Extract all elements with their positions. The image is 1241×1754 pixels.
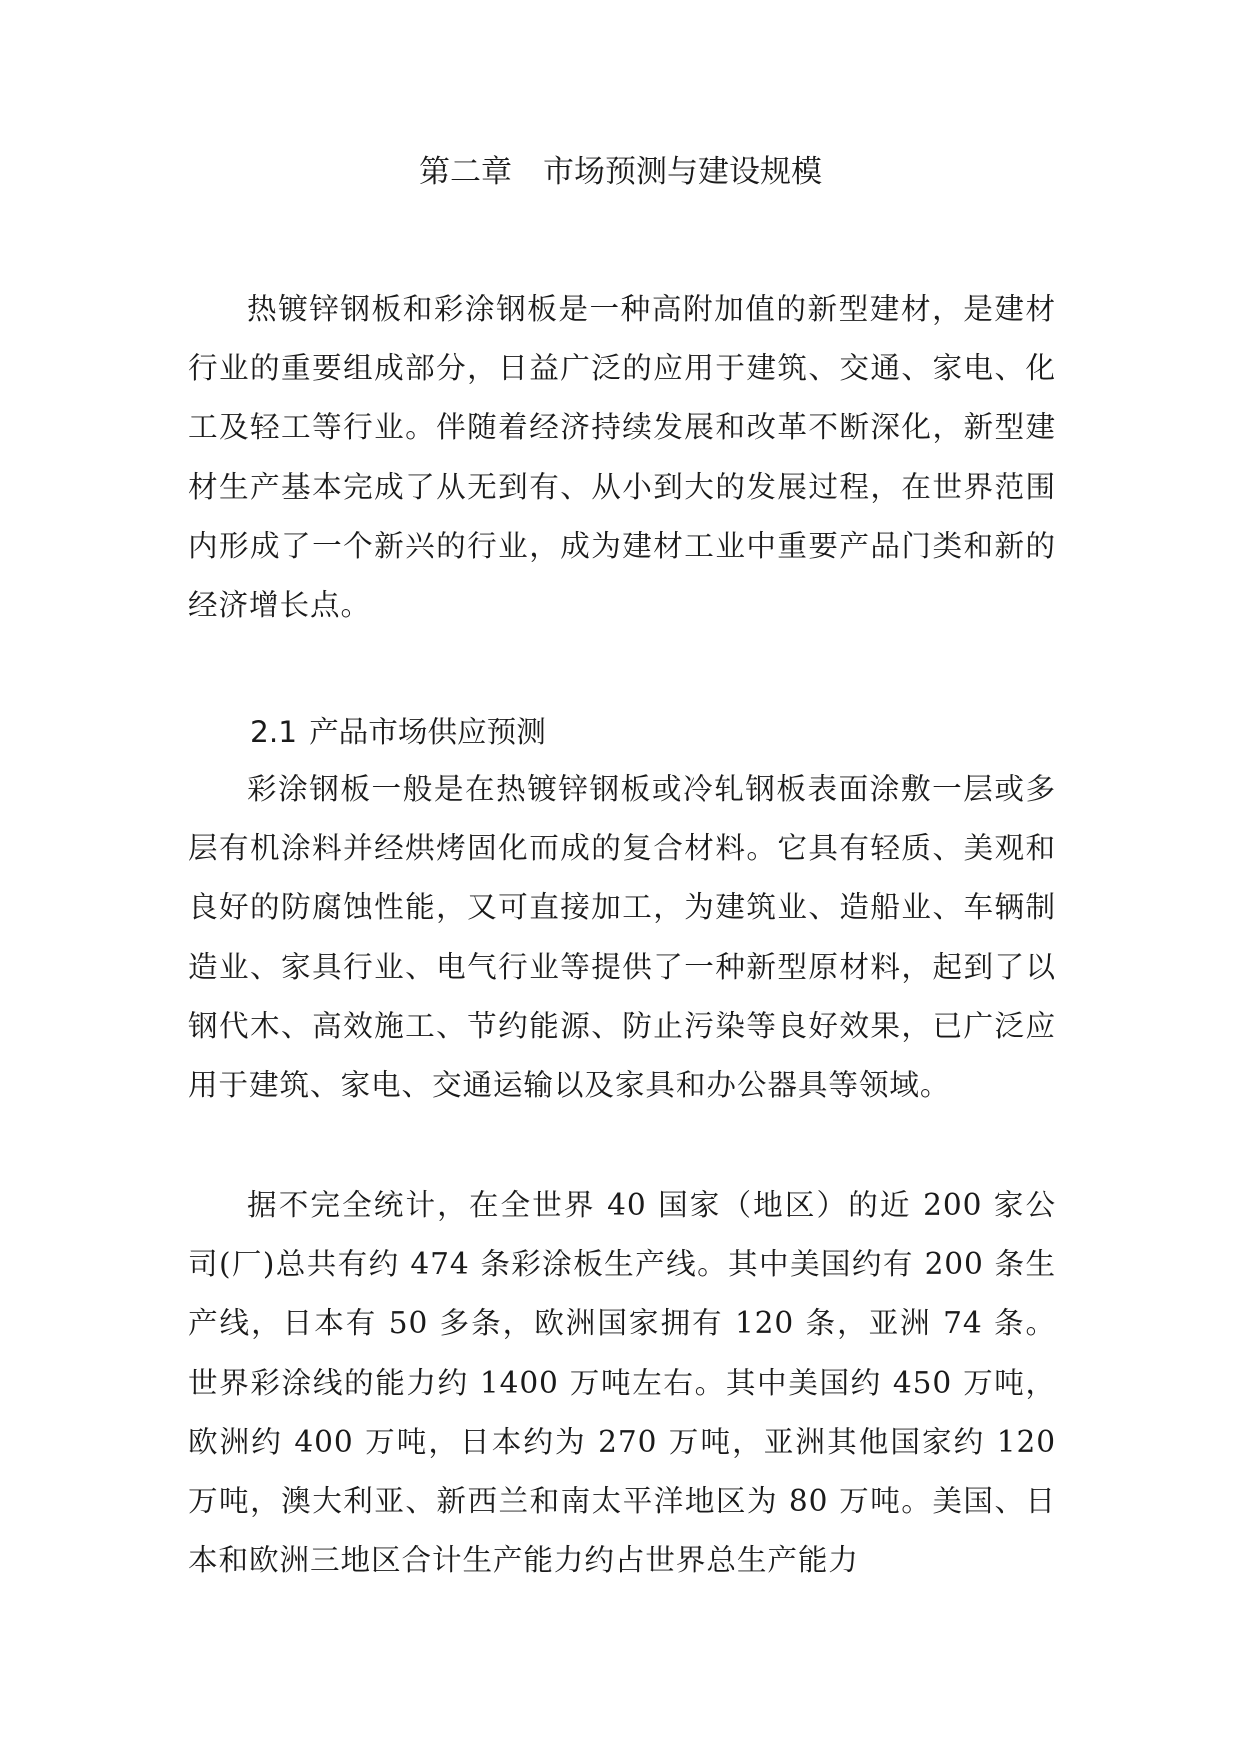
chapter-title: 第二章 市场预测与建设规模 <box>419 154 822 190</box>
section-title: 产品市场供应预测 <box>309 715 546 749</box>
section-paragraph-1: 彩涂钢板一般是在热镀锌钢板或冷轧钢板表面涂敷一层或多层有机涂料并经烘烤固化而成的复合材料。它具有轻质、美观和良好的防腐蚀性能，又可直接加工，为建筑业、造船业、车辆制造业、家具行业、电气行业等提供了一种新型原材料，起到了以钢代木、高效施工、节约能源、防止污染等良好效果，已广泛应用于建筑、家电、交通运输以及家具和办公器具等领域。 <box>188 772 1056 1103</box>
section-paragraph-2: 据不完全统计，在全世界 40 国家（地区）的近 200 家公司(厂)总共有约 474 条彩涂板生产线。其中美国约有 200 条生产线，日本有 50 多条，欧洲国家拥有 120 条，亚洲 74 条。世界彩涂线的能力约 1400 万吨左右。其中美国约 450 万吨，欧洲约 400 万吨，日本约为 270 万吨，亚洲其他国家约 120 万吨，澳大利亚、新西兰和南太平洋地区为 80 万吨。美国、日本和欧洲三地区合计生产能力约占世界总生产能力 <box>188 1188 1056 1578</box>
intro-paragraph: 热镀锌钢板和彩涂钢板是一种高附加值的新型建材，是建材行业的重要组成部分，日益广泛的应用于建筑、交通、家电、化工及轻工等行业。伴随着经济持续发展和改革不断深化，新型建材生产基本完成了从无到有、从小到大的发展过程，在世界范围内形成了一个新兴的行业，成为建材工业中重要产品门类和新的经济增长点。 <box>188 292 1056 623</box>
section-number: 2.1 <box>250 715 298 749</box>
section-heading <box>250 710 1056 754</box>
